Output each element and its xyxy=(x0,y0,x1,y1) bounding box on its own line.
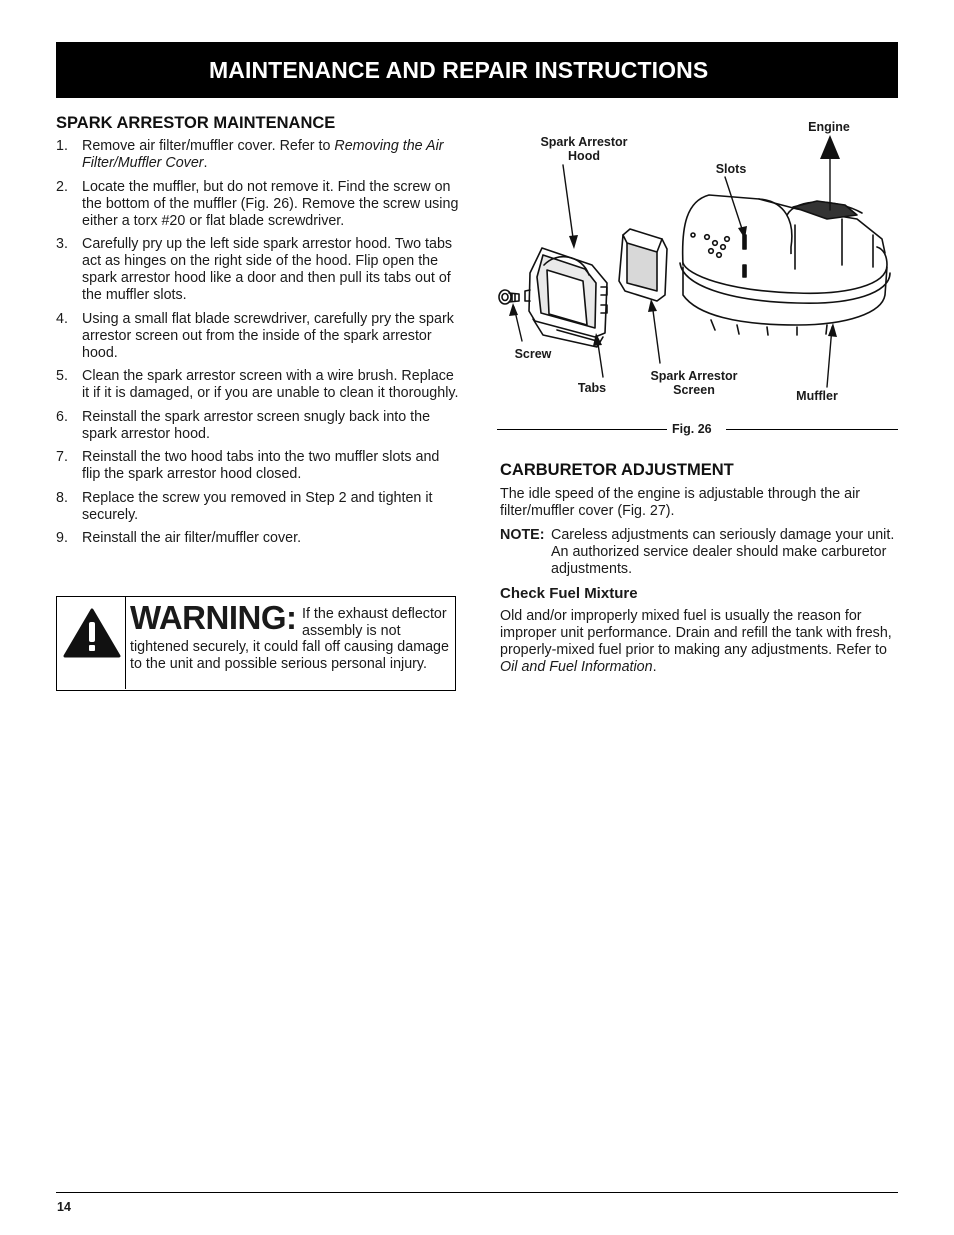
label-screw: Screw xyxy=(514,347,552,361)
step-text: Carefully pry up the left side spark arrestor hood. Two tabs act as hinges on the right side of the hood. Flip open the spark arrestor hood like a door and then pull its tabs out of the muffler slots. xyxy=(82,236,453,303)
label-tabs: Tabs xyxy=(577,381,607,395)
step-item xyxy=(56,236,460,304)
spark-arrestor-hood-part xyxy=(525,248,607,347)
carburetor-paragraph: The idle speed of the engine is adjustable through the air filter/muffler cover (Fig. 27). xyxy=(500,486,861,519)
warning-lead: If the exhaust deflector assembly is xyxy=(302,606,447,639)
step-item xyxy=(56,449,460,483)
step-number: 5. xyxy=(56,368,68,384)
step-item xyxy=(56,138,460,172)
note-label: NOTE: xyxy=(500,527,545,543)
warning-body: not tightened securely, it could fall off causing damage to the unit and possible serious personal injury. xyxy=(130,622,449,672)
muffler-body-part xyxy=(680,195,890,335)
step-item xyxy=(56,530,460,547)
step-item xyxy=(56,179,460,230)
step-number: 6. xyxy=(56,408,68,425)
warning-triangle-icon xyxy=(62,607,122,659)
step-text: Reinstall the two hood tabs into the two muffler slots and flip the spark arrestor hood closed. xyxy=(82,449,440,482)
figure-caption-text: Fig. 26 xyxy=(672,422,712,436)
step-number: 7. xyxy=(56,449,68,465)
step-text: Reinstall the air filter/muffler cover. xyxy=(82,530,302,546)
step-text: Clean the spark arrestor screen with a wire brush. Replace it if it is damaged, or if you are unable to clean it thoroughly. xyxy=(82,368,459,401)
step-number: 8. xyxy=(56,489,68,506)
page-number: 14 xyxy=(57,1200,71,1214)
carburetor-note xyxy=(500,527,898,578)
fuel-mixture-paragraph: Old and/or improperly mixed fuel is usually the reason for improper unit performance. Drain and refill the tank with fresh, properly-mixed fuel prior to making any adjustments. Refer to Oil and Fuel Information. xyxy=(500,608,892,675)
figure-caption xyxy=(497,421,898,439)
step-text: Replace the screw you removed in Step 2 and tighten it securely. xyxy=(82,489,433,523)
screw-part xyxy=(499,290,519,304)
caption-rule-right xyxy=(726,429,898,430)
warning-text xyxy=(130,606,452,672)
step-text: Remove air filter/muffler cover. Refer to Removing the Air Filter/Muffler Cover. xyxy=(82,138,444,171)
step-number: 2. xyxy=(56,178,68,195)
label-slots: Slots xyxy=(715,162,747,176)
figure-26 xyxy=(497,115,897,440)
step-text: Locate the muffler, but do not remove it. Find the screw on the bottom of the muffler (Fig. 26). Remove the screw using either a torx #20 or flat blade screwdriver. xyxy=(82,178,459,229)
step-number: 9. xyxy=(56,530,68,546)
spark-arrestor-steps xyxy=(56,138,460,554)
label-engine: Engine xyxy=(808,120,850,134)
warning-icon-cell xyxy=(57,597,126,689)
step-number: 4. xyxy=(56,310,68,327)
footer-rule xyxy=(56,1192,898,1193)
note-text: Careless adjustments can seriously damage your unit. An authorized service dealer should make carburetor adjustments. xyxy=(551,527,895,577)
spark-arrestor-screen-part xyxy=(619,229,667,301)
step-number: 3. xyxy=(56,236,68,252)
warning-box xyxy=(56,596,456,691)
label-spark-arrestor-hood: Spark Arrestor Hood xyxy=(540,135,628,163)
step-item xyxy=(56,368,460,402)
step-number: 1. xyxy=(56,138,68,154)
warning-title: WARNING: xyxy=(130,599,297,636)
step-item xyxy=(56,311,460,362)
carburetor-heading: CARBURETOR ADJUSTMENT xyxy=(500,461,734,479)
step-item xyxy=(56,490,460,524)
step-text: Using a small flat blade screwdriver, carefully pry the spark arrestor screen out from the inside of the spark arrestor hood. xyxy=(82,310,454,361)
fuel-mixture-heading: Check Fuel Mixture xyxy=(500,585,638,602)
step-item xyxy=(56,409,460,443)
spark-arrestor-heading: SPARK ARRESTOR MAINTENANCE xyxy=(56,114,336,132)
label-spark-arrestor-screen: Spark Arrestor Screen xyxy=(650,369,738,397)
label-muffler: Muffler xyxy=(796,389,838,403)
page-banner: MAINTENANCE AND REPAIR INSTRUCTIONS xyxy=(56,42,898,98)
step-text: Reinstall the spark arrestor screen snugly back into the spark arrestor hood. xyxy=(82,408,431,442)
caption-rule-left xyxy=(497,429,667,430)
